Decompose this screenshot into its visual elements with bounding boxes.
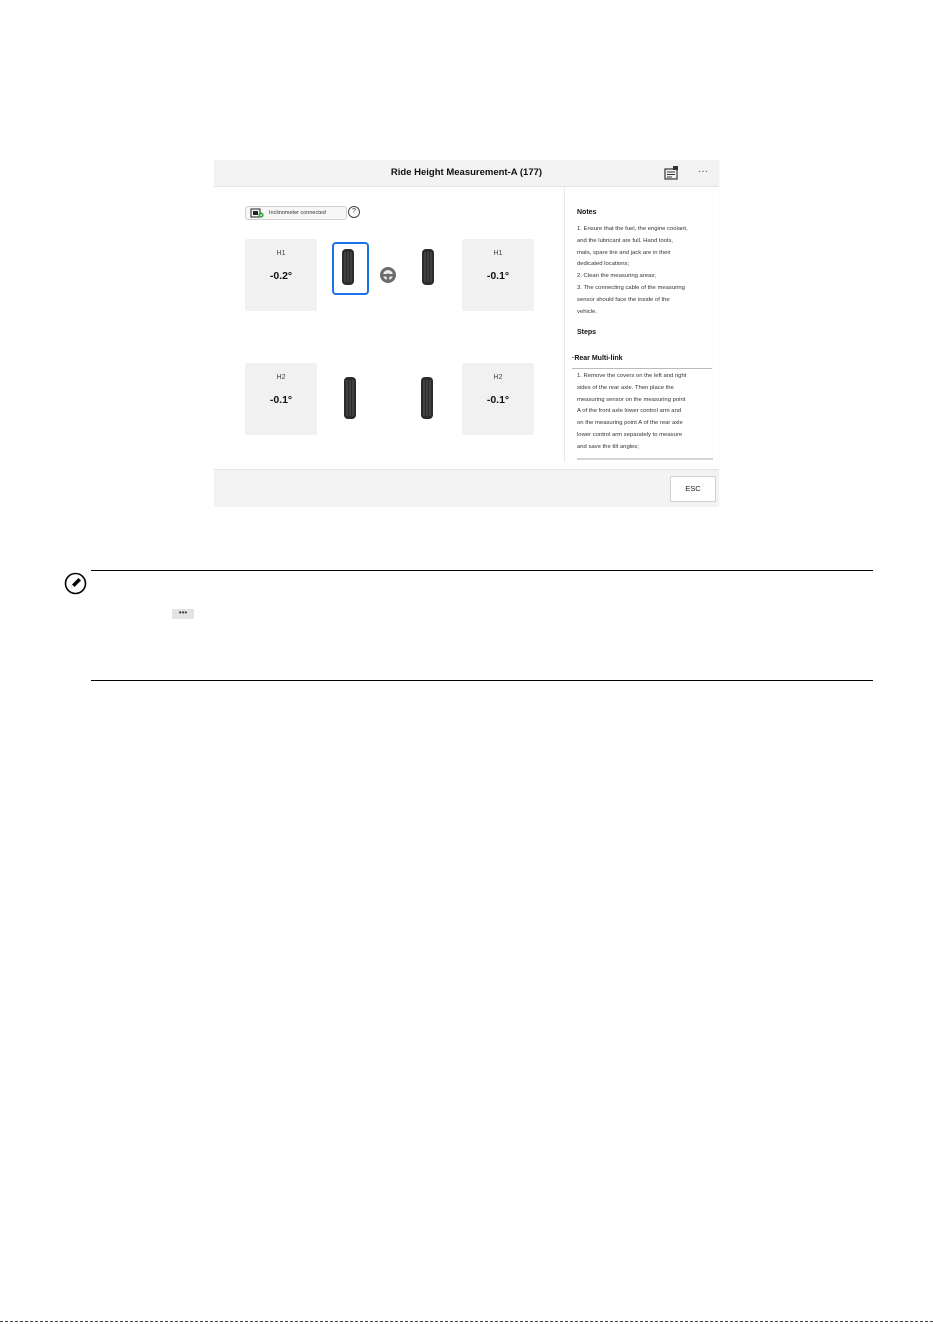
steps-heading: Steps [577, 329, 597, 336]
notes-line: vehicle. [577, 308, 597, 315]
notes-line: 1. Ensure that the fuel, the engine coolant, [577, 226, 688, 232]
front-right-tire-icon[interactable] [421, 248, 435, 286]
notes-line: 3. The connecting cable of the measuring [577, 284, 685, 291]
measurement-area [214, 187, 719, 469]
notes-text [577, 224, 713, 318]
instructions-panel [564, 187, 720, 462]
notes-line: and the lubricant are full. Hand tools, [577, 237, 673, 244]
steps-line: A of the front axle lower control arm and [577, 408, 682, 415]
connection-status-badge [245, 206, 347, 220]
steps-section-title: ·Rear Multi-link [572, 355, 623, 362]
note-bottom-rule [91, 680, 873, 681]
reading-card-front-left [245, 239, 317, 311]
front-left-tire-icon[interactable] [341, 248, 355, 286]
reading-value: -0.2° [269, 270, 293, 282]
notes-line: mats, spare tire and jack are in their [577, 249, 671, 256]
reading-label: H2 [276, 374, 286, 381]
reading-value: -0.1° [486, 394, 510, 406]
reading-card-rear-right [462, 363, 534, 435]
reading-label: H1 [493, 250, 503, 257]
reading-value: -0.1° [486, 270, 510, 282]
esc-button[interactable]: ESC [670, 476, 716, 502]
steps-line: measuring sensor on the measuring point [577, 396, 686, 403]
steps-line: sides of the rear axle. Then place the [577, 384, 674, 391]
page-title: Ride Height Measurement-A (177) [390, 167, 543, 178]
bottom-bar [214, 469, 719, 507]
notes-line: dedicated locations; [577, 261, 630, 268]
reading-label: H1 [276, 250, 286, 257]
report-icon[interactable] [663, 166, 679, 180]
reading-card-rear-left [245, 363, 317, 435]
rear-right-tire-icon[interactable] [420, 376, 434, 420]
reading-value: -0.1° [269, 394, 293, 406]
app-screenshot [214, 160, 719, 506]
reading-card-front-right [462, 239, 534, 311]
steps-line: lower control arm separately to measure [577, 431, 683, 438]
inclinometer-icon [250, 208, 264, 218]
title-bar [214, 160, 719, 187]
more-icon[interactable]: ··· [698, 166, 708, 177]
notes-line: 2. Clean the measuring areas; [577, 273, 656, 280]
help-icon[interactable]: ? [348, 206, 360, 218]
rear-left-tire-icon[interactable] [343, 376, 357, 420]
pencil-icon [64, 572, 87, 595]
steps-text [577, 371, 713, 454]
note-top-rule [91, 570, 873, 571]
scroll-indicator[interactable] [577, 458, 713, 460]
steps-line: and save the tilt angles; [577, 443, 639, 450]
reading-label: H2 [493, 374, 503, 381]
more-icon: ••• [172, 609, 194, 619]
notes-heading: Notes [577, 209, 597, 216]
steps-line: on the measuring point A of the rear axle [577, 420, 683, 427]
steering-wheel-icon [379, 266, 397, 284]
connection-status-label: Inclinometer connected [269, 210, 326, 216]
page-bottom-border [0, 1321, 933, 1322]
section-divider [572, 368, 712, 369]
notes-line: sensor should face the inside of the [577, 296, 670, 303]
steps-line: 1. Remove the covers on the left and right [577, 373, 687, 379]
